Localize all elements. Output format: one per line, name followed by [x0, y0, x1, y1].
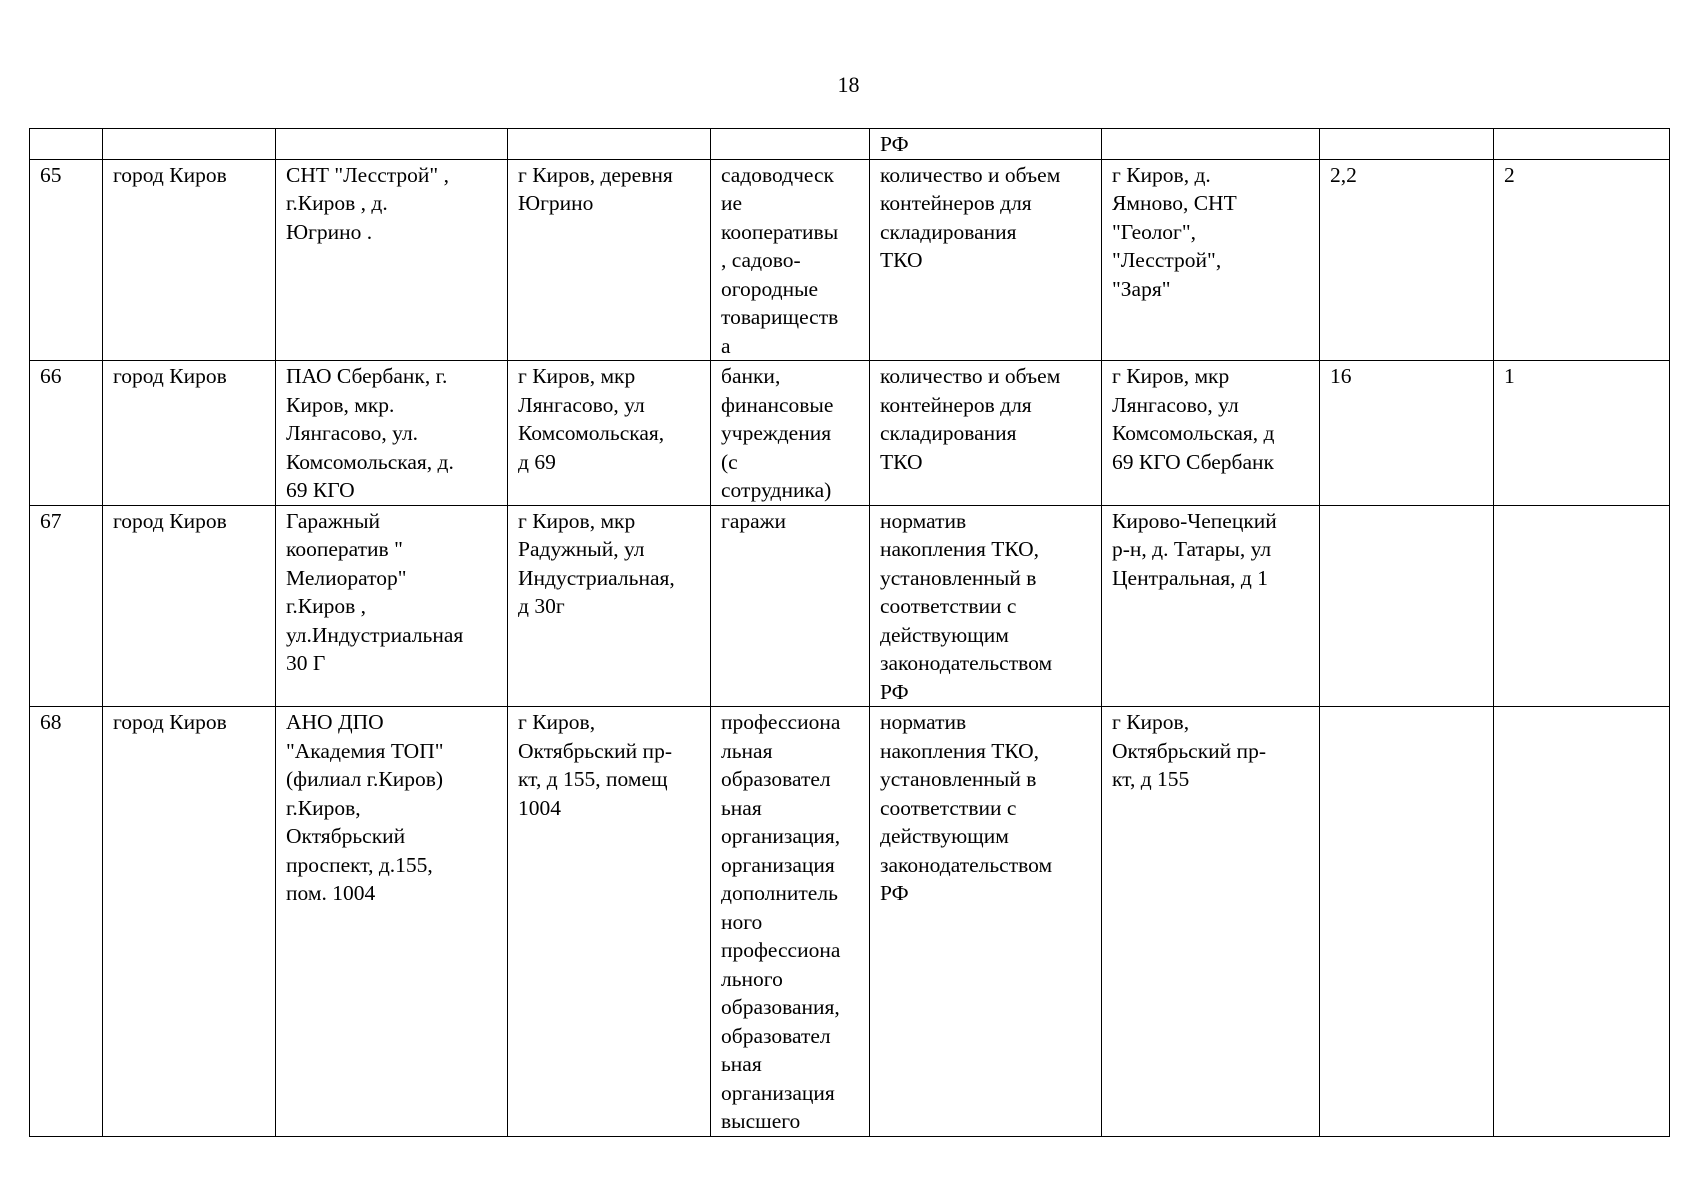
table-cell — [508, 129, 711, 160]
cell-municipality: город Киров — [103, 159, 276, 361]
table-cell — [103, 129, 276, 160]
cell-method: норматив накопления ТКО, установленный в соответствии с действующим законодательством РФ — [870, 505, 1102, 707]
cell-site: г Киров, Октябрьский пр- кт, д 155 — [1102, 707, 1320, 1137]
cell-address: г Киров, мкр Радужный, ул Индустриальная, д 30г — [508, 505, 711, 707]
cell-address: г Киров, Октябрьский пр- кт, д 155, помещ 1004 — [508, 707, 711, 1137]
page-number: 18 — [837, 72, 860, 97]
cell-category: профессиона льная образовател ьная организация, организация дополнитель ного профессиона льного образования, образовател ьная организация высшего — [711, 707, 870, 1137]
table-cell — [1320, 129, 1494, 160]
cell-municipality: город Киров — [103, 361, 276, 506]
cell-municipality: город Киров — [103, 707, 276, 1137]
cell-source: Гаражный кооператив " Мелиоратор" г.Киров , ул.Индустриальная 30 Г — [276, 505, 508, 707]
cell-method: количество и объем контейнеров для складирования ТКО — [870, 159, 1102, 361]
cell-address: г Киров, деревня Югрино — [508, 159, 711, 361]
table-cell — [276, 129, 508, 160]
cell-municipality: город Киров — [103, 505, 276, 707]
cell-number: 65 — [30, 159, 103, 361]
cell-method: норматив накопления ТКО, установленный в соответствии с действующим законодательством РФ — [870, 707, 1102, 1137]
cell-source: АНО ДПО "Академия ТОП" (филиал г.Киров) г.Киров, Октябрьский проспект, д.155, пом. 1004 — [276, 707, 508, 1137]
cell-count: 1 — [1494, 361, 1670, 506]
cell-number: 68 — [30, 707, 103, 1137]
cell-address: г Киров, мкр Лянгасово, ул Комсомольская, д 69 — [508, 361, 711, 506]
table-row — [30, 505, 1670, 707]
cell-volume — [1320, 707, 1494, 1137]
cell-count — [1494, 707, 1670, 1137]
cell-method: количество и объем контейнеров для складирования ТКО — [870, 361, 1102, 506]
cell-volume: 16 — [1320, 361, 1494, 506]
table-cell — [711, 129, 870, 160]
table-row-continuation — [30, 129, 1670, 160]
table-cell — [1494, 129, 1670, 160]
cell-number: 66 — [30, 361, 103, 506]
cell-source: ПАО Сбербанк, г. Киров, мкр. Лянгасово, ул. Комсомольская, д. 69 КГО — [276, 361, 508, 506]
cell-category: банки, финансовые учреждения (с сотрудника) — [711, 361, 870, 506]
table-cell: РФ — [870, 129, 1102, 160]
table-row — [30, 707, 1670, 1137]
cell-site: г Киров, д. Ямново, СНТ "Геолог", "Лесстрой", "Заря" — [1102, 159, 1320, 361]
cell-number: 67 — [30, 505, 103, 707]
table-row — [30, 159, 1670, 361]
cell-volume: 2,2 — [1320, 159, 1494, 361]
cell-category: садоводческ ие кооперативы , садово- огородные товариществ а — [711, 159, 870, 361]
table-row — [30, 361, 1670, 506]
table-cell — [30, 129, 103, 160]
cell-category: гаражи — [711, 505, 870, 707]
cell-volume — [1320, 505, 1494, 707]
cell-site: Кирово-Чепецкий р-н, д. Татары, ул Центральная, д 1 — [1102, 505, 1320, 707]
cell-site: г Киров, мкр Лянгасово, ул Комсомольская, д 69 КГО Сбербанк — [1102, 361, 1320, 506]
table-cell — [1102, 129, 1320, 160]
cell-count: 2 — [1494, 159, 1670, 361]
cell-source: СНТ "Лесстрой" , г.Киров , д. Югрино . — [276, 159, 508, 361]
waste-sources-table — [29, 128, 1670, 1137]
cell-count — [1494, 505, 1670, 707]
